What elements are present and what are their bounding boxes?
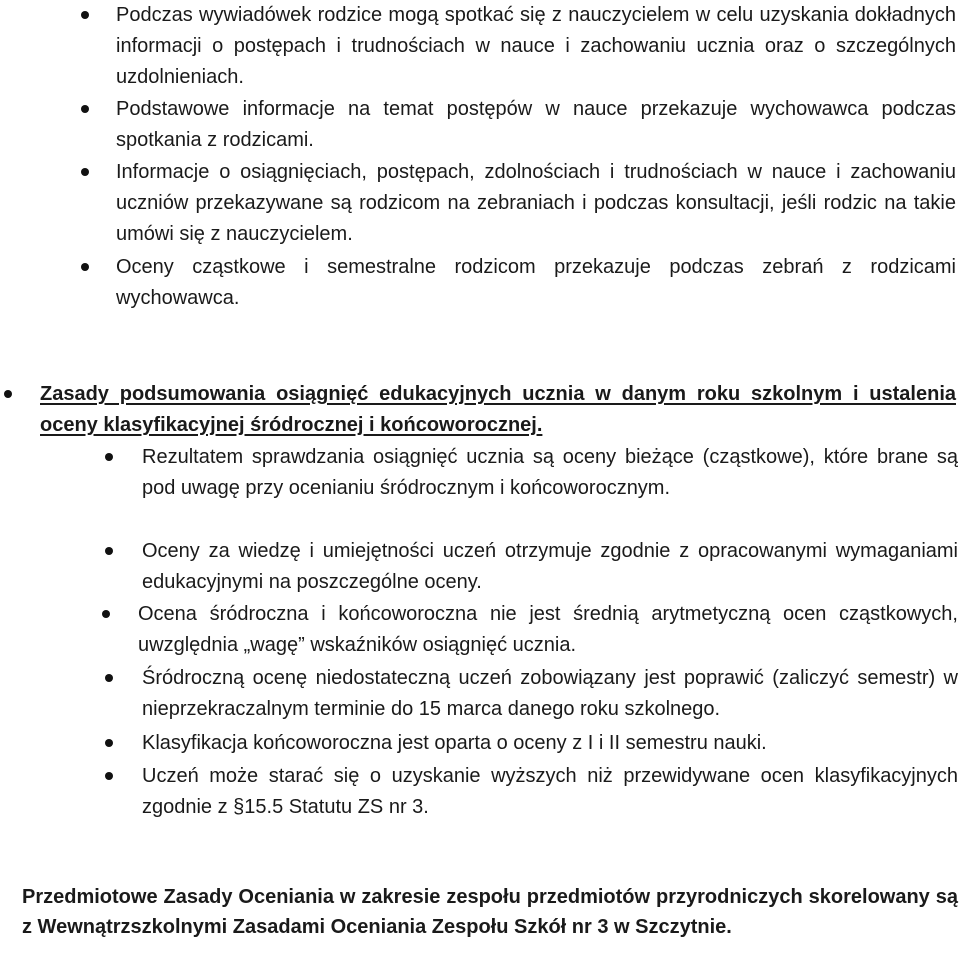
list-item: Podczas wywiadówek rodzice mogą spotkać się z nauczycielem w celu uzyskania dokładnych informacji o postępach i trudnościach w nauce i zachowaniu ucznia oraz o szczególnych uzdolnieniach. (116, 4, 956, 88)
bullet-dot (102, 610, 110, 618)
list-item: Oceny cząstkowe i semestralne rodzicom przekazuje podczas zebrań z rodzicami wychowawca. (116, 256, 956, 309)
list-item: Uczeń może starać się o uzyskanie wyższych niż przewidywane ocen klasyfikacyjnych zgodnie z §15.5 Statutu ZS nr 3. (142, 765, 958, 818)
list-item: Informacje o osiągnięciach, postępach, zdolnościach i trudnościach w nauce i zachowaniu uczniów przekazywane są rodzicom na zebraniach i podczas konsultacji, jeśli rodzic na takie umówi się z nauczycielem. (116, 161, 956, 245)
section-heading: Zasady podsumowania osiągnięć edukacyjnych ucznia w danym roku szkolnym i ustalenia oceny klasyfikacyjnej śródrocznej i końcoworocznej. (40, 383, 956, 436)
bullet-dot (81, 168, 89, 176)
list-item: Ocena śródroczna i końcoworoczna nie jest średnią arytmetyczną ocen cząstkowych, uwzględnia „wagę” wskaźników osiągnięć ucznia. (138, 603, 958, 656)
bullet-dot (4, 390, 12, 398)
bullet-dot (81, 11, 89, 19)
bullet-dot (105, 739, 113, 747)
list-item: Rezultatem sprawdzania osiągnięć ucznia są oceny bieżące (cząstkowe), które brane są pod uwagę przy ocenianiu śródrocznym i końcoworocznym. (142, 446, 958, 499)
list-item: Śródroczną ocenę niedostateczną uczeń zobowiązany jest poprawić (zaliczyć semestr) w nieprzekraczalnym terminie do 15 marca danego roku szkolnego. (142, 667, 958, 720)
list-item: Klasyfikacja końcoworoczna jest oparta o oceny z I i II semestru nauki. (142, 732, 767, 754)
list-item: Podstawowe informacje na temat postępów w nauce przekazuje wychowawca podczas spotkania z rodzicami. (116, 98, 956, 151)
bullet-dot (105, 772, 113, 780)
bullet-dot (105, 547, 113, 555)
bullet-dot (81, 105, 89, 113)
bullet-dot (105, 453, 113, 461)
bullet-dot (105, 674, 113, 682)
footer-paragraph: Przedmiotowe Zasady Oceniania w zakresie zespołu przedmiotów przyrodniczych skorelowany są z Wewnątrzszkolnymi Zasadami Oceniania Zespołu Szkół nr 3 w Szczytnie. (22, 886, 958, 938)
list-item: Oceny za wiedzę i umiejętności uczeń otrzymuje zgodnie z opracowanymi wymaganiami edukacyjnymi na poszczególne oceny. (142, 540, 958, 593)
bullet-dot (81, 263, 89, 271)
